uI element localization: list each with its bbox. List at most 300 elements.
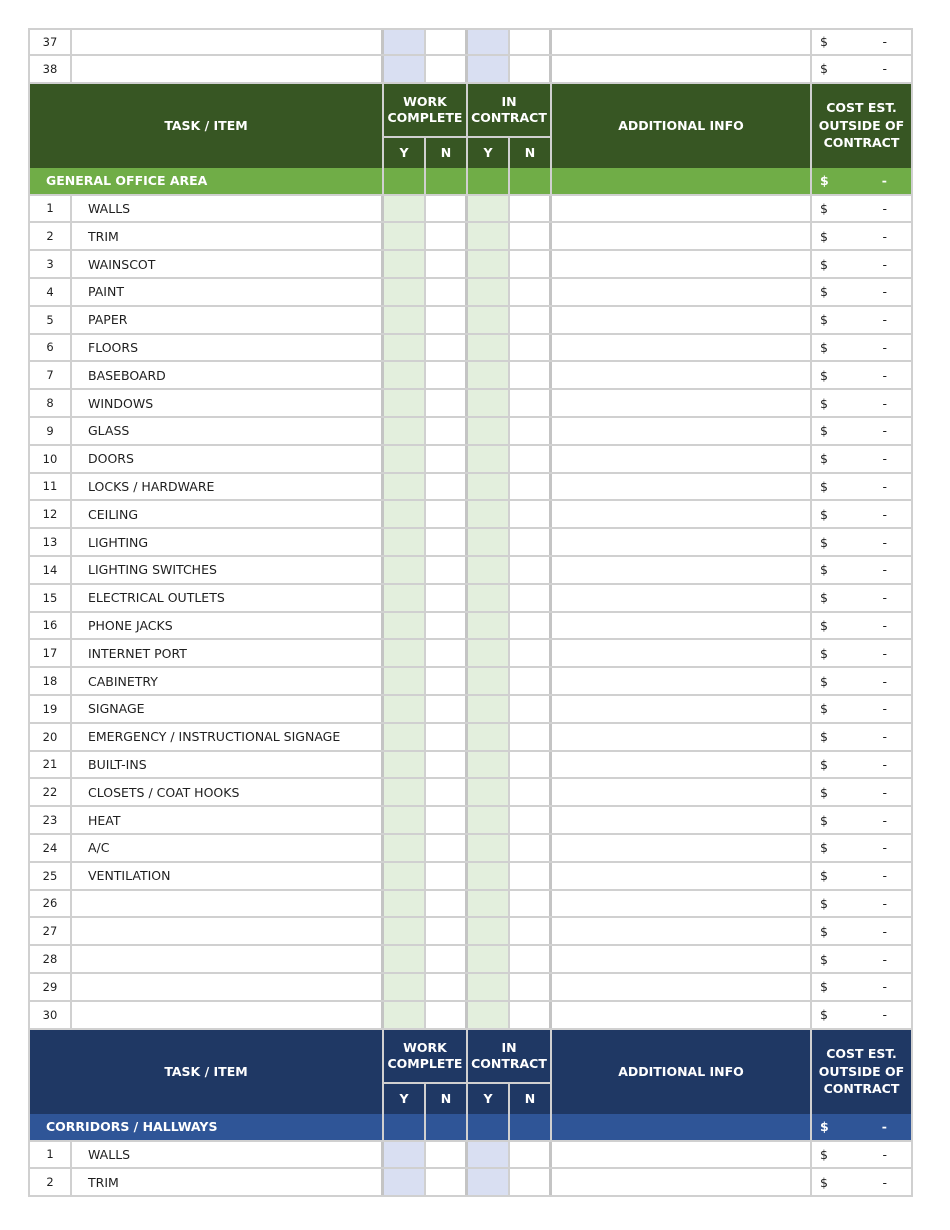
cost-value: - xyxy=(882,1174,887,1190)
cost-cell[interactable] xyxy=(812,446,913,472)
additional-info-cell[interactable] xyxy=(552,474,812,500)
work-complete-yes-cell[interactable] xyxy=(384,946,426,972)
row-number: 17 xyxy=(28,640,72,666)
cost-value: - xyxy=(882,756,887,772)
cost-value: - xyxy=(882,534,887,550)
additional-info-cell[interactable] xyxy=(552,1169,812,1195)
work-complete-yes-cell[interactable] xyxy=(384,724,426,750)
cost-cell[interactable] xyxy=(812,863,913,889)
section-total-value: - xyxy=(881,173,887,189)
cost-value: - xyxy=(882,673,887,689)
table-header xyxy=(28,1030,913,1114)
table-row xyxy=(28,640,913,668)
cost-cell[interactable] xyxy=(812,974,913,1000)
additional-info-cell[interactable] xyxy=(552,557,812,583)
table-header xyxy=(28,84,913,168)
cost-cell[interactable] xyxy=(812,1142,913,1168)
work-complete-no-cell[interactable] xyxy=(426,335,468,361)
currency-symbol: $ xyxy=(820,200,828,216)
in-contract-no-cell[interactable] xyxy=(510,56,552,82)
work-complete-no-cell[interactable] xyxy=(426,807,468,833)
in-contract-yes-cell[interactable] xyxy=(468,557,510,583)
additional-info-cell[interactable] xyxy=(552,446,812,472)
task-cell[interactable]: TRIM xyxy=(72,1169,384,1195)
work-complete-no-cell[interactable] xyxy=(426,1169,468,1195)
cost-cell[interactable] xyxy=(812,1169,913,1195)
top-rows xyxy=(28,28,913,84)
cost-value: - xyxy=(882,339,887,355)
in-contract-yes-cell[interactable] xyxy=(468,390,510,416)
task-cell[interactable]: ELECTRICAL OUTLETS xyxy=(72,585,384,611)
table-row xyxy=(28,835,913,863)
additional-info-cell[interactable] xyxy=(552,335,812,361)
row-number: 13 xyxy=(28,529,72,555)
currency-symbol: $ xyxy=(820,451,828,467)
cost-value: - xyxy=(882,284,887,300)
task-cell[interactable]: WINDOWS xyxy=(72,390,384,416)
additional-info-cell[interactable] xyxy=(552,696,812,722)
task-cell[interactable]: LIGHTING SWITCHES xyxy=(72,557,384,583)
work-complete-yes-cell[interactable] xyxy=(384,1169,426,1195)
work-complete-yes-cell[interactable] xyxy=(384,1002,426,1028)
work-complete-no-cell[interactable] xyxy=(426,891,468,917)
work-complete-yes-cell[interactable] xyxy=(384,223,426,249)
in-contract-yes-cell[interactable] xyxy=(468,779,510,805)
row-number: 30 xyxy=(28,1002,72,1028)
cost-value: - xyxy=(882,395,887,411)
row-number: 27 xyxy=(28,918,72,944)
currency-symbol: $ xyxy=(820,34,828,50)
cost-cell[interactable] xyxy=(812,1002,913,1028)
in-contract-no-cell[interactable] xyxy=(510,418,552,444)
work-complete-yes-cell[interactable] xyxy=(384,390,426,416)
task-cell[interactable]: CABINETRY xyxy=(72,668,384,694)
additional-info-cell[interactable] xyxy=(552,279,812,305)
cost-value: - xyxy=(882,367,887,383)
work-complete-no-cell[interactable] xyxy=(426,30,468,54)
additional-info-cell[interactable] xyxy=(552,807,812,833)
cost-cell[interactable] xyxy=(812,474,913,500)
additional-info-cell[interactable] xyxy=(552,30,812,54)
additional-info-cell[interactable] xyxy=(552,390,812,416)
currency-symbol: $ xyxy=(820,1146,828,1162)
task-cell[interactable]: A/C xyxy=(72,835,384,861)
in-contract-yes-cell[interactable] xyxy=(468,196,510,222)
additional-info-cell[interactable] xyxy=(552,891,812,917)
in-contract-no-cell[interactable] xyxy=(510,696,552,722)
in-contract-yes-cell[interactable] xyxy=(468,668,510,694)
in-contract-yes-cell[interactable] xyxy=(468,1169,510,1195)
in-contract-no-cell[interactable] xyxy=(510,585,552,611)
cost-cell[interactable] xyxy=(812,640,913,666)
in-contract-yes-cell[interactable] xyxy=(468,307,510,333)
currency-symbol: $ xyxy=(820,756,828,772)
work-complete-yes-cell[interactable] xyxy=(384,251,426,277)
in-contract-no-cell[interactable] xyxy=(510,974,552,1000)
in-contract-yes-cell[interactable] xyxy=(468,446,510,472)
work-complete-no-cell[interactable] xyxy=(426,529,468,555)
cost-cell[interactable] xyxy=(812,668,913,694)
in-contract-no-cell[interactable] xyxy=(510,918,552,944)
in-contract-no-cell[interactable] xyxy=(510,1142,552,1168)
task-cell[interactable]: BASEBOARD xyxy=(72,362,384,388)
currency-symbol: $ xyxy=(820,534,828,550)
in-contract-yes-cell[interactable] xyxy=(468,974,510,1000)
additional-info-cell[interactable] xyxy=(552,1142,812,1168)
work-complete-no-cell[interactable] xyxy=(426,307,468,333)
currency-symbol: $ xyxy=(820,256,828,272)
task-cell[interactable]: WALLS xyxy=(72,1142,384,1168)
task-cell[interactable]: INTERNET PORT xyxy=(72,640,384,666)
in-contract-no-cell[interactable] xyxy=(510,835,552,861)
cost-cell[interactable] xyxy=(812,56,913,82)
in-contract-no-cell[interactable] xyxy=(510,251,552,277)
task-cell[interactable]: HEAT xyxy=(72,807,384,833)
cost-cell[interactable] xyxy=(812,418,913,444)
work-complete-yes-cell[interactable] xyxy=(384,335,426,361)
work-complete-yes-cell[interactable] xyxy=(384,696,426,722)
work-complete-yes-cell[interactable] xyxy=(384,807,426,833)
row-number: 5 xyxy=(28,307,72,333)
work-complete-no-cell[interactable] xyxy=(426,613,468,639)
in-contract-yes-cell[interactable] xyxy=(468,56,510,82)
table-row xyxy=(28,557,913,585)
header-task: TASK / ITEM xyxy=(28,1030,384,1114)
in-contract-yes-cell[interactable] xyxy=(468,529,510,555)
task-cell[interactable]: VENTILATION xyxy=(72,863,384,889)
cost-cell[interactable] xyxy=(812,696,913,722)
in-contract-no-cell[interactable] xyxy=(510,613,552,639)
in-contract-yes-cell[interactable] xyxy=(468,1142,510,1168)
cost-cell[interactable] xyxy=(812,752,913,778)
work-complete-yes-cell[interactable] xyxy=(384,196,426,222)
cost-value: - xyxy=(882,61,887,77)
in-contract-yes-cell[interactable] xyxy=(468,418,510,444)
additional-info-cell[interactable] xyxy=(552,529,812,555)
task-cell[interactable]: PAINT xyxy=(72,279,384,305)
additional-info-cell[interactable] xyxy=(552,918,812,944)
work-complete-no-cell[interactable] xyxy=(426,474,468,500)
cost-value: - xyxy=(882,812,887,828)
work-complete-no-cell[interactable] xyxy=(426,974,468,1000)
in-contract-yes-cell[interactable] xyxy=(468,501,510,527)
in-contract-no-cell[interactable] xyxy=(510,946,552,972)
cost-cell[interactable] xyxy=(812,279,913,305)
header-work-complete-no: N xyxy=(440,145,452,161)
in-contract-no-cell[interactable] xyxy=(510,446,552,472)
additional-info-cell[interactable] xyxy=(552,668,812,694)
additional-info-cell[interactable] xyxy=(552,835,812,861)
in-contract-no-cell[interactable] xyxy=(510,529,552,555)
in-contract-yes-cell[interactable] xyxy=(468,223,510,249)
cost-value: - xyxy=(882,451,887,467)
work-complete-no-cell[interactable] xyxy=(426,56,468,82)
task-cell[interactable]: DOORS xyxy=(72,446,384,472)
additional-info-cell[interactable] xyxy=(552,1002,812,1028)
in-contract-no-cell[interactable] xyxy=(510,307,552,333)
row-number: 28 xyxy=(28,946,72,972)
cost-cell[interactable] xyxy=(812,529,913,555)
task-cell[interactable]: CEILING xyxy=(72,501,384,527)
work-complete-yes-cell[interactable] xyxy=(384,613,426,639)
work-complete-no-cell[interactable] xyxy=(426,446,468,472)
in-contract-no-cell[interactable] xyxy=(510,223,552,249)
table-row xyxy=(28,946,913,974)
in-contract-no-cell[interactable] xyxy=(510,390,552,416)
additional-info-cell[interactable] xyxy=(552,251,812,277)
work-complete-yes-cell[interactable] xyxy=(384,446,426,472)
row-number: 24 xyxy=(28,835,72,861)
cost-cell[interactable] xyxy=(812,390,913,416)
task-cell[interactable] xyxy=(72,974,384,1000)
work-complete-yes-cell[interactable] xyxy=(384,1142,426,1168)
in-contract-yes-cell[interactable] xyxy=(468,30,510,54)
cost-cell[interactable] xyxy=(812,779,913,805)
table-row xyxy=(28,891,913,919)
table-row xyxy=(28,1169,913,1197)
in-contract-yes-cell[interactable] xyxy=(468,807,510,833)
task-cell[interactable]: EMERGENCY / INSTRUCTIONAL SIGNAGE xyxy=(72,724,384,750)
cost-value: - xyxy=(882,312,887,328)
task-cell[interactable] xyxy=(72,30,384,54)
task-cell[interactable] xyxy=(72,946,384,972)
in-contract-no-cell[interactable] xyxy=(510,724,552,750)
additional-info-cell[interactable] xyxy=(552,640,812,666)
cost-cell[interactable] xyxy=(812,307,913,333)
work-complete-yes-cell[interactable] xyxy=(384,752,426,778)
section-header-corridors xyxy=(28,1114,913,1142)
in-contract-no-cell[interactable] xyxy=(510,557,552,583)
work-complete-yes-cell[interactable] xyxy=(384,418,426,444)
task-cell[interactable] xyxy=(72,918,384,944)
task-cell[interactable]: WAINSCOT xyxy=(72,251,384,277)
task-cell[interactable]: CLOSETS / COAT HOOKS xyxy=(72,779,384,805)
work-complete-yes-cell[interactable] xyxy=(384,835,426,861)
additional-info-cell[interactable] xyxy=(552,974,812,1000)
in-contract-yes-cell[interactable] xyxy=(468,474,510,500)
work-complete-yes-cell[interactable] xyxy=(384,501,426,527)
work-complete-yes-cell[interactable] xyxy=(384,585,426,611)
corridor-rows xyxy=(28,1142,913,1198)
cost-cell[interactable] xyxy=(812,807,913,833)
in-contract-yes-cell[interactable] xyxy=(468,1002,510,1028)
additional-info-cell[interactable] xyxy=(552,307,812,333)
work-complete-yes-cell[interactable] xyxy=(384,529,426,555)
work-complete-no-cell[interactable] xyxy=(426,946,468,972)
in-contract-yes-cell[interactable] xyxy=(468,835,510,861)
cost-cell[interactable] xyxy=(812,335,913,361)
header-cost-estimate: COST EST. OUTSIDE OF CONTRACT xyxy=(812,1030,913,1114)
work-complete-no-cell[interactable] xyxy=(426,196,468,222)
additional-info-cell[interactable] xyxy=(552,501,812,527)
in-contract-no-cell[interactable] xyxy=(510,640,552,666)
table-row xyxy=(28,1002,913,1030)
additional-info-cell[interactable] xyxy=(552,863,812,889)
cost-cell[interactable] xyxy=(812,835,913,861)
task-cell[interactable]: SIGNAGE xyxy=(72,696,384,722)
in-contract-no-cell[interactable] xyxy=(510,362,552,388)
task-cell[interactable]: FLOORS xyxy=(72,335,384,361)
in-contract-yes-cell[interactable] xyxy=(468,279,510,305)
additional-info-cell[interactable] xyxy=(552,418,812,444)
work-complete-no-cell[interactable] xyxy=(426,557,468,583)
work-complete-no-cell[interactable] xyxy=(426,918,468,944)
additional-info-cell[interactable] xyxy=(552,946,812,972)
cost-value: - xyxy=(882,423,887,439)
work-complete-yes-cell[interactable] xyxy=(384,56,426,82)
work-complete-no-cell[interactable] xyxy=(426,835,468,861)
cost-value: - xyxy=(882,979,887,995)
work-complete-no-cell[interactable] xyxy=(426,779,468,805)
in-contract-no-cell[interactable] xyxy=(510,1002,552,1028)
cost-cell[interactable] xyxy=(812,918,913,944)
work-complete-yes-cell[interactable] xyxy=(384,779,426,805)
cost-cell[interactable] xyxy=(812,946,913,972)
work-complete-yes-cell[interactable] xyxy=(384,362,426,388)
cost-cell[interactable] xyxy=(812,613,913,639)
in-contract-no-cell[interactable] xyxy=(510,891,552,917)
work-complete-no-cell[interactable] xyxy=(426,696,468,722)
work-complete-no-cell[interactable] xyxy=(426,1142,468,1168)
additional-info-cell[interactable] xyxy=(552,613,812,639)
additional-info-cell[interactable] xyxy=(552,779,812,805)
table-row xyxy=(28,668,913,696)
cost-value: - xyxy=(882,34,887,50)
in-contract-yes-cell[interactable] xyxy=(468,613,510,639)
in-contract-yes-cell[interactable] xyxy=(468,640,510,666)
row-number: 21 xyxy=(28,752,72,778)
currency-symbol: $ xyxy=(820,506,828,522)
row-number: 29 xyxy=(28,974,72,1000)
task-cell[interactable] xyxy=(72,1002,384,1028)
cost-cell[interactable] xyxy=(812,196,913,222)
additional-info-cell[interactable] xyxy=(552,585,812,611)
work-complete-no-cell[interactable] xyxy=(426,724,468,750)
work-complete-no-cell[interactable] xyxy=(426,501,468,527)
work-complete-yes-cell[interactable] xyxy=(384,557,426,583)
cost-cell[interactable] xyxy=(812,362,913,388)
work-complete-yes-cell[interactable] xyxy=(384,279,426,305)
work-complete-yes-cell[interactable] xyxy=(384,474,426,500)
in-contract-yes-cell[interactable] xyxy=(468,362,510,388)
work-complete-no-cell[interactable] xyxy=(426,251,468,277)
in-contract-no-cell[interactable] xyxy=(510,779,552,805)
in-contract-no-cell[interactable] xyxy=(510,807,552,833)
in-contract-yes-cell[interactable] xyxy=(468,696,510,722)
work-complete-no-cell[interactable] xyxy=(426,390,468,416)
task-cell[interactable]: GLASS xyxy=(72,418,384,444)
in-contract-no-cell[interactable] xyxy=(510,752,552,778)
work-complete-yes-cell[interactable] xyxy=(384,30,426,54)
cost-cell[interactable] xyxy=(812,223,913,249)
in-contract-no-cell[interactable] xyxy=(510,668,552,694)
work-complete-yes-cell[interactable] xyxy=(384,668,426,694)
work-complete-yes-cell[interactable] xyxy=(384,974,426,1000)
work-complete-yes-cell[interactable] xyxy=(384,640,426,666)
in-contract-no-cell[interactable] xyxy=(510,474,552,500)
table-row xyxy=(28,613,913,641)
additional-info-cell[interactable] xyxy=(552,196,812,222)
in-contract-yes-cell[interactable] xyxy=(468,891,510,917)
additional-info-cell[interactable] xyxy=(552,223,812,249)
work-complete-no-cell[interactable] xyxy=(426,863,468,889)
in-contract-no-cell[interactable] xyxy=(510,279,552,305)
corridors-block xyxy=(28,1030,913,1198)
cost-cell[interactable] xyxy=(812,585,913,611)
in-contract-yes-cell[interactable] xyxy=(468,946,510,972)
work-complete-no-cell[interactable] xyxy=(426,668,468,694)
work-complete-no-cell[interactable] xyxy=(426,418,468,444)
table-row xyxy=(28,918,913,946)
work-complete-no-cell[interactable] xyxy=(426,585,468,611)
cost-cell[interactable] xyxy=(812,891,913,917)
in-contract-yes-cell[interactable] xyxy=(468,585,510,611)
work-complete-no-cell[interactable] xyxy=(426,1002,468,1028)
additional-info-cell[interactable] xyxy=(552,752,812,778)
in-contract-no-cell[interactable] xyxy=(510,1169,552,1195)
in-contract-no-cell[interactable] xyxy=(510,30,552,54)
task-cell[interactable]: PAPER xyxy=(72,307,384,333)
additional-info-cell[interactable] xyxy=(552,724,812,750)
work-complete-yes-cell[interactable] xyxy=(384,863,426,889)
in-contract-yes-cell[interactable] xyxy=(468,918,510,944)
work-complete-no-cell[interactable] xyxy=(426,362,468,388)
task-cell[interactable]: WALLS xyxy=(72,196,384,222)
table-row xyxy=(28,418,913,446)
section-title: CORRIDORS / HALLWAYS xyxy=(28,1114,384,1140)
task-cell[interactable]: TRIM xyxy=(72,223,384,249)
in-contract-no-cell[interactable] xyxy=(510,196,552,222)
cost-cell[interactable] xyxy=(812,501,913,527)
in-contract-yes-cell[interactable] xyxy=(468,335,510,361)
in-contract-no-cell[interactable] xyxy=(510,863,552,889)
task-cell[interactable]: LIGHTING xyxy=(72,529,384,555)
cost-cell[interactable] xyxy=(812,30,913,54)
additional-info-cell[interactable] xyxy=(552,56,812,82)
cost-cell[interactable] xyxy=(812,557,913,583)
in-contract-yes-cell[interactable] xyxy=(468,752,510,778)
in-contract-yes-cell[interactable] xyxy=(468,251,510,277)
currency-symbol: $ xyxy=(820,284,828,300)
row-number: 20 xyxy=(28,724,72,750)
task-cell[interactable]: PHONE JACKS xyxy=(72,613,384,639)
work-complete-yes-cell[interactable] xyxy=(384,891,426,917)
task-cell[interactable] xyxy=(72,891,384,917)
section-total xyxy=(812,168,913,194)
work-complete-no-cell[interactable] xyxy=(426,640,468,666)
in-contract-yes-cell[interactable] xyxy=(468,863,510,889)
work-complete-no-cell[interactable] xyxy=(426,223,468,249)
header-work-complete-yes: Y xyxy=(384,138,426,168)
task-cell[interactable]: LOCKS / HARDWARE xyxy=(72,474,384,500)
work-complete-no-cell[interactable] xyxy=(426,752,468,778)
row-number: 1 xyxy=(28,1142,72,1168)
task-cell[interactable]: BUILT-INS xyxy=(72,752,384,778)
cost-cell[interactable] xyxy=(812,251,913,277)
in-contract-no-cell[interactable] xyxy=(510,335,552,361)
in-contract-yes-cell[interactable] xyxy=(468,724,510,750)
row-number: 4 xyxy=(28,279,72,305)
cost-cell[interactable] xyxy=(812,724,913,750)
in-contract-no-cell[interactable] xyxy=(510,501,552,527)
work-complete-no-cell[interactable] xyxy=(426,279,468,305)
work-complete-yes-cell[interactable] xyxy=(384,918,426,944)
additional-info-cell[interactable] xyxy=(552,362,812,388)
task-cell[interactable] xyxy=(72,56,384,82)
work-complete-yes-cell[interactable] xyxy=(384,307,426,333)
cost-value: - xyxy=(882,200,887,216)
cost-value: - xyxy=(882,784,887,800)
